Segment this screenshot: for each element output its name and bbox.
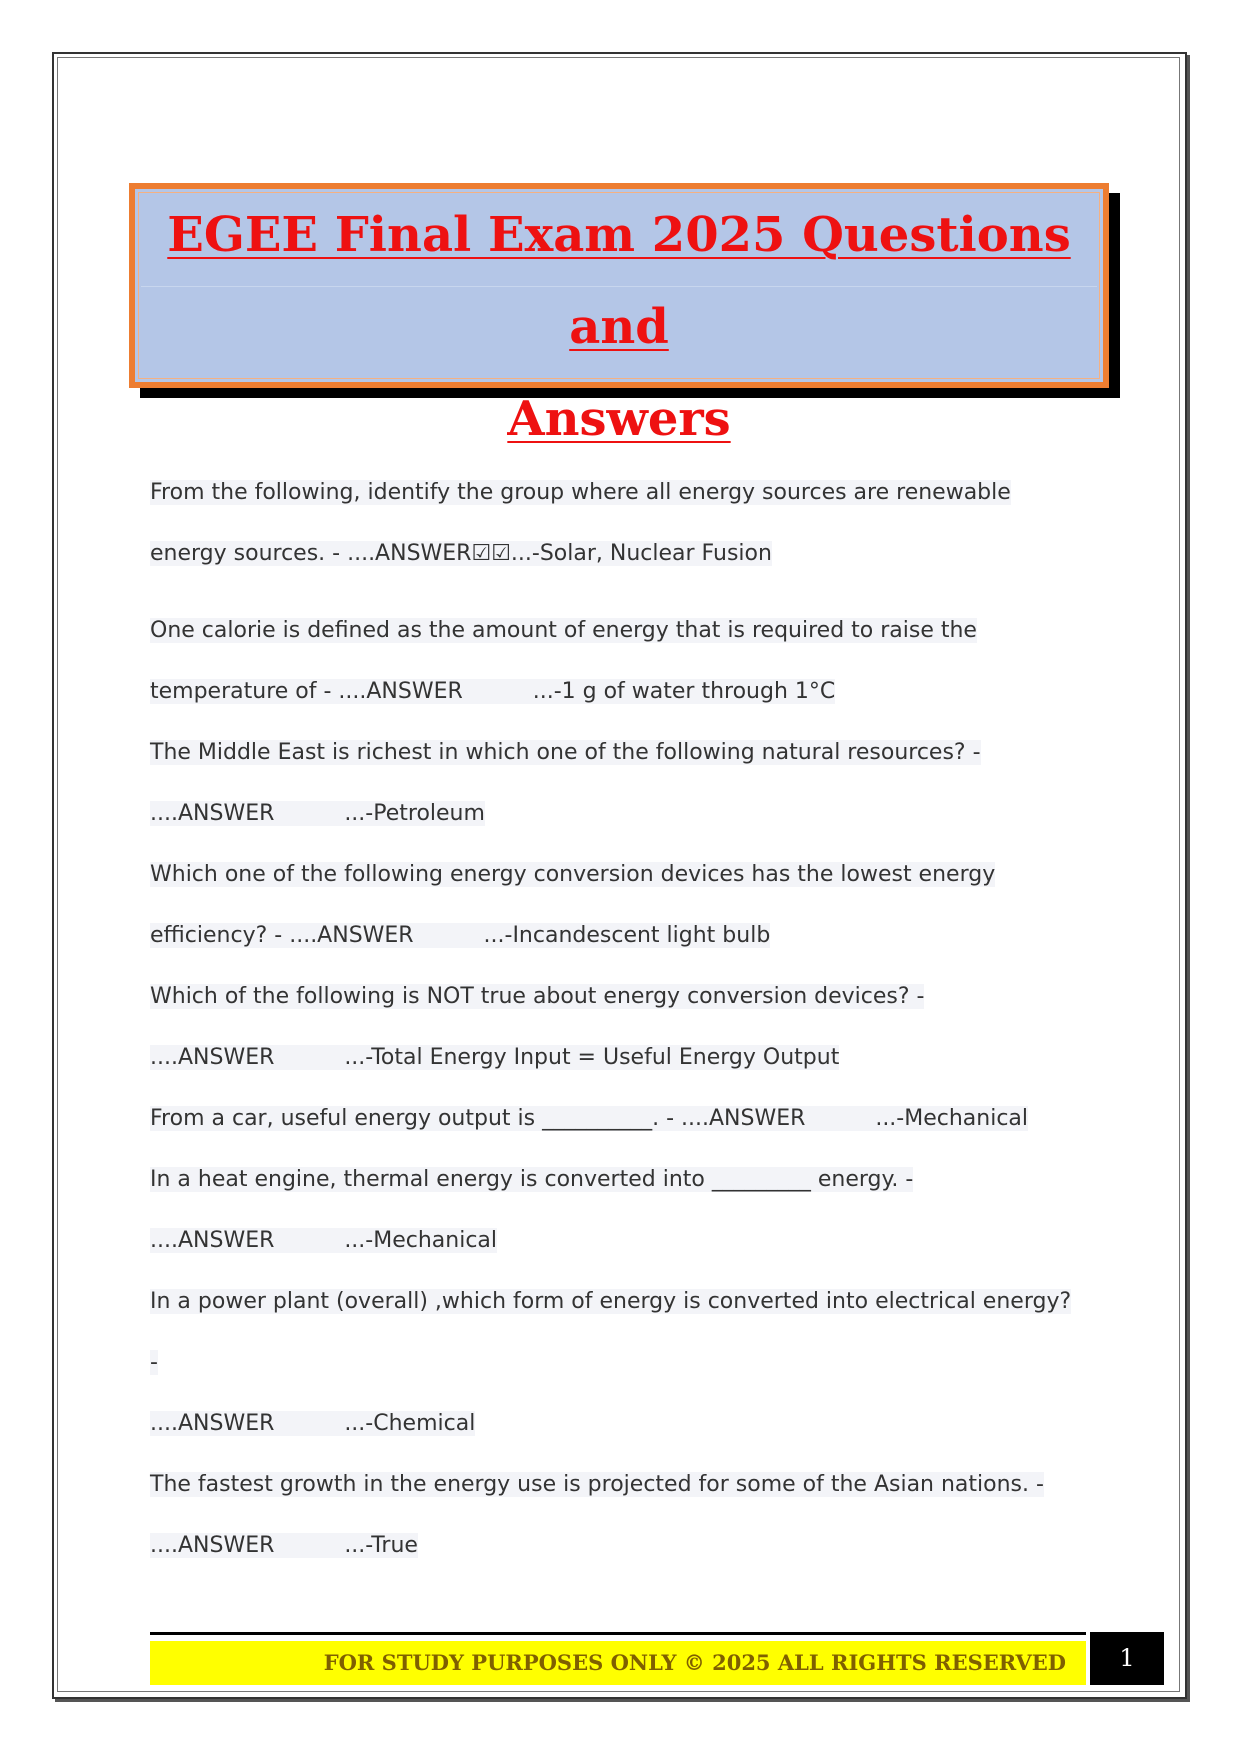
answer-text: ....ANSWER ...-Mechanical [150, 1228, 498, 1253]
question-item [150, 1149, 1080, 1271]
question-text: Which of the following is NOT true about energy conversion devices? - [150, 984, 925, 1009]
page-number: 1 [1090, 1632, 1164, 1685]
question-item [150, 1454, 1080, 1576]
question-text: In a heat engine, thermal energy is converted into _________ energy. - [150, 1167, 914, 1192]
document-title-line-2: Answers [507, 391, 731, 447]
document-title-line-1: EGEE Final Exam 2025 Questions and [167, 207, 1071, 355]
title-divider [141, 286, 1097, 287]
footer-rule [150, 1632, 1086, 1635]
question-text: In a power plant (overall) ,which form of energy is converted into electrical energy? - [150, 1289, 1072, 1375]
answer-text: ....ANSWER ...-True [150, 1533, 418, 1558]
question-item [150, 600, 1080, 722]
question-text: Which one of the following energy conversion devices has the lowest energy [150, 862, 996, 887]
answer-text: ....ANSWER ...-Total Energy Input = Useful Energy Output [150, 1045, 840, 1070]
question-text: The fastest growth in the energy use is projected for some of the Asian nations. - [150, 1472, 1044, 1497]
answer-text: energy sources. - ....ANSWER☑☑...-Solar, Nuclear Fusion [150, 541, 772, 566]
footer-band [150, 1641, 1086, 1685]
question-list [150, 462, 1080, 1576]
question-item [150, 722, 1080, 844]
question-text: From the following, identify the group where all energy sources are renewable [150, 480, 1011, 505]
question-item [150, 462, 1080, 584]
answer-text: ....ANSWER ...-Petroleum [150, 801, 485, 826]
question-item [150, 844, 1080, 966]
answer-text: efficiency? - ....ANSWER ...-Incandescent light bulb [150, 923, 771, 948]
question-text: The Middle East is richest in which one of the following natural resources? - [150, 740, 981, 765]
question-text: From a car, useful energy output is __________. - ....ANSWER ...-Mechanical [150, 1106, 1029, 1131]
question-item [150, 966, 1080, 1088]
answer-text: temperature of - ....ANSWER ...-1 g of water through 1°C [150, 679, 836, 704]
question-item [150, 1271, 1080, 1454]
title-box [129, 183, 1109, 447]
footer-copyright: FOR STUDY PURPOSES ONLY © 2025 ALL RIGHTS RESERVED [323, 1650, 1066, 1675]
question-text: One calorie is defined as the amount of energy that is required to raise the [150, 618, 977, 643]
answer-text: ....ANSWER ...-Chemical [150, 1411, 476, 1436]
question-item [150, 1088, 1080, 1149]
